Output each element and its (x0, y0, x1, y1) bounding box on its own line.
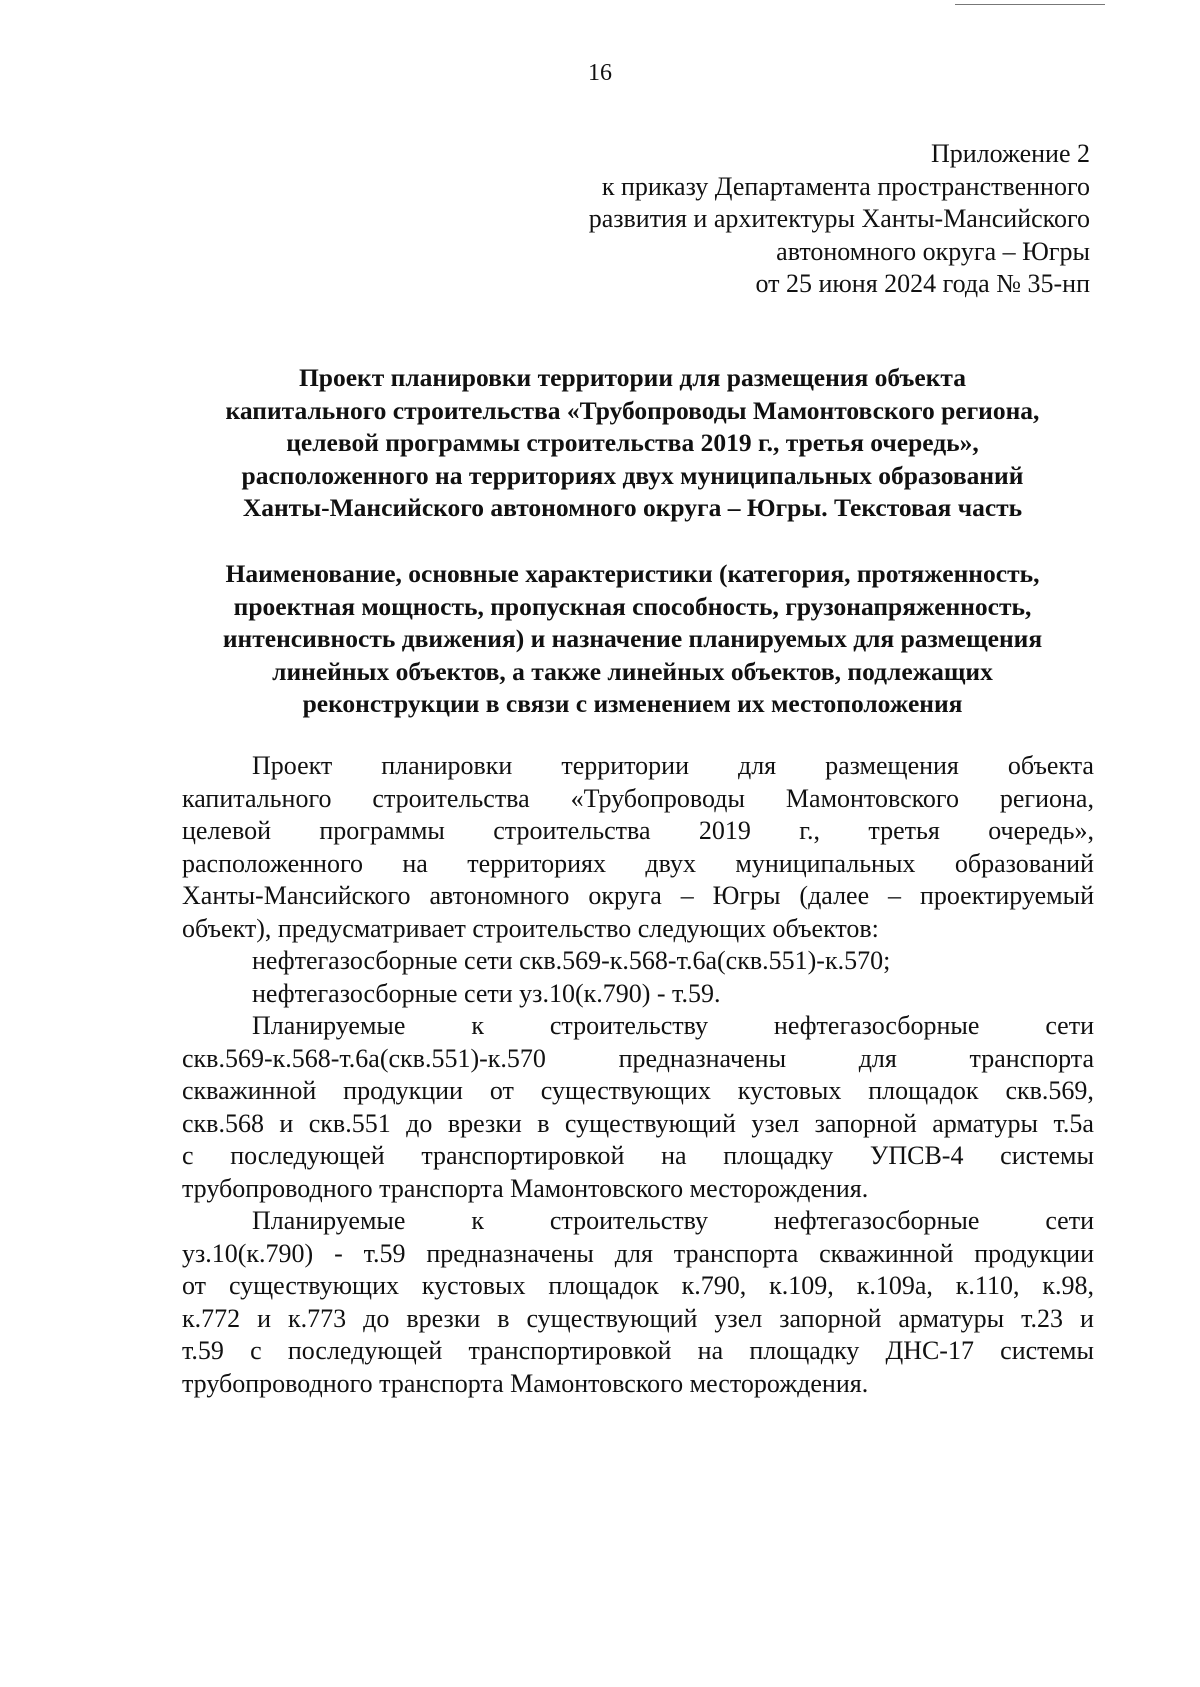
heading-line: проектная мощность, пропускная способность, грузонапряженность, (233, 591, 1032, 621)
word: (далее (799, 881, 870, 910)
word: объекта (1007, 751, 1094, 780)
word: врезки (406, 1303, 481, 1333)
word: транспорта (969, 1043, 1094, 1073)
word: Планируемые (252, 1206, 406, 1235)
word: автономного (429, 881, 570, 910)
word: – (888, 881, 902, 910)
appendix-line: развития и архитектуры Ханты-Мансийского (588, 204, 1090, 233)
scan-edge-rule (955, 4, 1105, 5)
word: к.109а, (856, 1271, 933, 1300)
paragraph-line (182, 1108, 1094, 1141)
word: арматуры (932, 1108, 1038, 1138)
word: площадок (548, 1271, 659, 1300)
word: к.773 (288, 1303, 347, 1333)
word: целевой (182, 816, 271, 845)
paragraph-line: трубопроводного транспорта Мамонтовского месторождения. (182, 1173, 869, 1203)
paragraph-line (182, 1075, 1094, 1108)
title-line: целевой программы строительства 2019 г., третья очередь», (286, 428, 979, 457)
word: арматуры (898, 1303, 1005, 1333)
word: расположенного (182, 848, 363, 878)
appendix-header (470, 138, 1090, 301)
word: «Трубопроводы (570, 783, 745, 813)
word: УПСВ-4 (869, 1141, 964, 1170)
word: к.109, (769, 1271, 834, 1300)
paragraph-line (182, 1043, 1094, 1076)
word: к.110, (955, 1271, 1020, 1300)
word: Мамонтовского (785, 783, 959, 813)
paragraph-line (182, 1010, 1094, 1043)
word: 2019 (698, 816, 751, 845)
paragraph-line (182, 1303, 1094, 1336)
word: системы (1000, 1336, 1094, 1365)
word: к.98, (1042, 1271, 1094, 1300)
word: Югры (712, 881, 781, 910)
word: транспорта (673, 1238, 799, 1268)
word: территориях (467, 848, 606, 878)
word: сети (1045, 1206, 1094, 1235)
paragraph-line: объект), предусматривает строительство следующих объектов: (182, 913, 879, 943)
word: кустовых (737, 1076, 842, 1105)
paragraph-line (182, 1205, 1094, 1238)
word: т.59 (363, 1238, 406, 1268)
heading-line: интенсивность движения) и назначение планируемых для размещения (222, 624, 1043, 653)
word: Проект (252, 751, 333, 780)
word: до (363, 1303, 390, 1333)
word: г., (799, 816, 821, 845)
word: третья (868, 816, 940, 845)
word: - (334, 1238, 343, 1268)
word: врезки (447, 1108, 522, 1138)
word: от (182, 1271, 207, 1300)
word: образований (954, 848, 1094, 878)
word: т.5а (1053, 1108, 1094, 1138)
word: предназначены (618, 1043, 787, 1073)
word: и (257, 1303, 272, 1333)
word: скважинной (182, 1076, 317, 1105)
word: последующей (287, 1336, 443, 1365)
word: для (858, 1043, 897, 1073)
word: размещения (825, 751, 959, 780)
appendix-line: к приказу Департамента пространственного (601, 171, 1090, 201)
list-item: нефтегазосборные сети уз.10(к.790) - т.59. (252, 978, 721, 1008)
word: к.772 (182, 1303, 241, 1333)
word: региона, (999, 783, 1094, 813)
word: кустовых (421, 1271, 526, 1300)
paragraph-line (182, 1238, 1094, 1271)
word: на (402, 848, 428, 878)
word: и (1080, 1303, 1094, 1333)
word: узел (714, 1303, 763, 1333)
title-line: Проект планировки территории для размещения объекта (298, 363, 967, 392)
word: до (406, 1108, 433, 1138)
word: продукции (343, 1076, 463, 1105)
word: сети (1045, 1011, 1094, 1040)
word: площадок (868, 1076, 979, 1105)
paragraph-line (182, 848, 1094, 881)
word: строительству (549, 1206, 709, 1235)
word: очередь», (988, 816, 1094, 845)
paragraph-line (182, 1140, 1094, 1173)
word: двух (645, 848, 697, 878)
word: транспортировкой (468, 1336, 672, 1365)
heading-line: Наименование, основные характеристики (категория, протяженность, (225, 559, 1040, 588)
word: существующий (564, 1108, 736, 1138)
paragraph-line (182, 880, 1094, 913)
paragraph-line (182, 783, 1094, 816)
word: к.790, (681, 1271, 747, 1300)
word: – (680, 881, 694, 910)
word: планировки (381, 751, 513, 780)
word: строительства (493, 816, 651, 845)
word: к (471, 1011, 484, 1040)
title-line: расположенного на территориях двух муниципальных образований (241, 460, 1024, 490)
word: Ханты-Мансийского (182, 881, 411, 910)
word: скв.568 (182, 1108, 264, 1138)
word: продукции (974, 1238, 1094, 1268)
word: для (614, 1238, 653, 1268)
paragraph-line (182, 1335, 1094, 1368)
appendix-line: автономного округа – Югры (776, 236, 1090, 266)
word: уз.10(к.790) (182, 1238, 314, 1268)
word: с (250, 1336, 262, 1365)
title-line: капитального строительства «Трубопроводы Мамонтовского региона, (225, 395, 1040, 425)
word: узел (751, 1108, 800, 1138)
word: муниципальных (735, 848, 916, 878)
paragraph-line (182, 750, 1094, 783)
title-line: Ханты-Мансийского автономного округа – Югры. Текстовая часть (242, 493, 1023, 522)
word: с (182, 1141, 194, 1170)
list-item: нефтегазосборные сети скв.569-к.568-т.6а(скв.551)-к.570; (252, 946, 891, 975)
paragraph-line: трубопроводного транспорта Мамонтовского месторождения. (182, 1368, 869, 1398)
word: существующих (228, 1271, 399, 1300)
document-title (175, 362, 1090, 525)
word: скв.551 (308, 1108, 391, 1138)
word: скв.569, (1005, 1076, 1094, 1105)
word: т.59 (182, 1336, 224, 1365)
word: площадку (723, 1141, 834, 1170)
word: последующей (230, 1141, 385, 1170)
word: существующих (540, 1076, 711, 1105)
heading-line: линейных объектов, а также линейных объектов, подлежащих (272, 656, 993, 686)
word: на (661, 1141, 687, 1170)
word: на (697, 1336, 724, 1365)
word: капитального (182, 783, 332, 813)
word: запорной (779, 1303, 882, 1333)
section-heading (175, 558, 1090, 721)
word: строительству (549, 1011, 709, 1040)
word: к (471, 1206, 484, 1235)
word: проектируемый (919, 881, 1094, 910)
word: для (737, 751, 777, 780)
word: округа (588, 881, 662, 910)
word: нефтегазосборные (773, 1206, 980, 1235)
paragraph-line (182, 1270, 1094, 1303)
heading-line: реконструкции в связи с изменением их местоположения (302, 689, 963, 718)
word: системы (1000, 1141, 1094, 1170)
word: строительства (372, 783, 530, 813)
word: ДНС-17 (885, 1336, 974, 1365)
paragraph-line (182, 815, 1094, 848)
word: запорной (814, 1108, 917, 1138)
word: в (537, 1108, 550, 1138)
word: Планируемые (252, 1011, 406, 1040)
word: площадку (749, 1336, 860, 1365)
appendix-line: от 25 июня 2024 года № 35-нп (755, 269, 1090, 298)
word: территории (561, 751, 689, 780)
word: от (489, 1076, 514, 1105)
appendix-line: Приложение 2 (930, 139, 1090, 168)
word: скважинной (819, 1238, 954, 1268)
word: скв.569-к.568-т.6а(скв.551)-к.570 (182, 1043, 546, 1073)
word: и (279, 1108, 294, 1138)
word: существующий (526, 1303, 698, 1333)
word: т.23 (1021, 1303, 1064, 1333)
word: нефтегазосборные (773, 1011, 980, 1040)
word: программы (319, 816, 445, 845)
word: предназначены (426, 1238, 594, 1268)
page-number: 16 (588, 60, 612, 86)
word: транспортировкой (421, 1141, 625, 1170)
word: в (497, 1303, 510, 1333)
body-text (182, 750, 1094, 1400)
